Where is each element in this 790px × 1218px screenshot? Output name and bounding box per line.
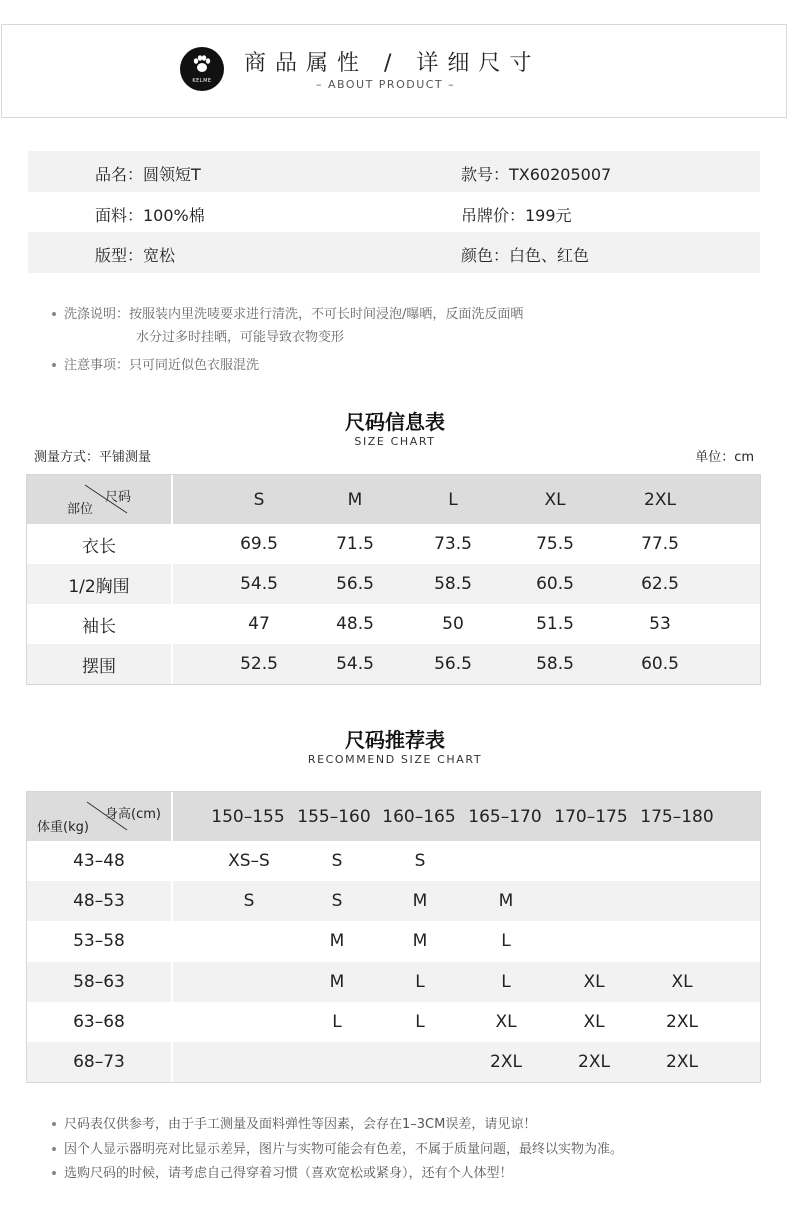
table-row (27, 1042, 760, 1082)
table-cell (642, 841, 722, 881)
table-cell: XL (583, 971, 605, 992)
table-cell: M (329, 971, 345, 992)
column-header: S (253, 489, 265, 510)
row-label: 衣长 (82, 536, 116, 557)
row-label: 63–68 (73, 1011, 125, 1032)
table-cell (554, 921, 634, 961)
brand-logo (180, 47, 224, 91)
column-header: 2XL (644, 489, 676, 510)
bullet-icon (52, 312, 56, 316)
logo-text: KELME (192, 78, 212, 84)
size-chart-title: 尺码信息表 (345, 410, 445, 434)
table-cell (209, 962, 289, 1002)
column-header: 175–180 (640, 806, 714, 827)
table-row (27, 644, 760, 684)
paw-icon (192, 55, 212, 73)
table-cell: 56.5 (336, 574, 374, 594)
attribute-row (28, 192, 760, 233)
attribute-row (28, 151, 760, 192)
corner-header (27, 792, 171, 841)
table-cell: L (501, 971, 511, 992)
caution-note: 注意事项：只可同近似色衣服混洗 (64, 358, 260, 373)
row-label: 58–63 (73, 971, 125, 992)
table-row (27, 524, 760, 564)
table-cell: 77.5 (641, 534, 679, 554)
footnote-item: 选购尺码的时候，请考虑自己得穿着习惯（喜欢宽松或紧身），还有个人体型！ (64, 1166, 513, 1181)
column-header: 150–155 (211, 806, 285, 827)
row-label: 53–58 (73, 931, 125, 952)
attribute-color: 颜色：白色、红色 (461, 246, 590, 265)
corner-label-size: 尺码 (105, 490, 132, 505)
corner-label-weight: 体重(kg) (37, 820, 89, 835)
attribute-price: 吊牌价：199元 (461, 205, 572, 225)
table-cell: 60.5 (536, 574, 574, 594)
table-cell: 2XL (490, 1052, 522, 1073)
product-attributes (28, 151, 760, 273)
table-header-row (27, 792, 760, 841)
table-cell: 52.5 (240, 654, 278, 674)
table-cell (209, 921, 289, 961)
table-row (27, 881, 760, 921)
corner-label-height: 身高(cm) (105, 807, 161, 822)
table-cell: 75.5 (536, 534, 574, 554)
table-row (27, 1002, 760, 1042)
bullet-icon (52, 1122, 56, 1126)
attribute-name: 品名：圆领短T (95, 165, 201, 184)
table-cell (554, 881, 634, 921)
column-header: XL (544, 489, 566, 510)
corner-label-part: 部位 (67, 502, 94, 517)
page-title: 商品属性 / 详细尺寸 (244, 51, 541, 76)
table-cell: 54.5 (336, 654, 374, 674)
header-banner (1, 24, 787, 118)
bullet-icon (52, 1147, 56, 1151)
row-label: 48–53 (73, 891, 125, 912)
table-cell: XL (495, 1011, 517, 1032)
table-cell: XL (583, 1011, 605, 1032)
table-cell: L (501, 931, 511, 952)
table-row (27, 604, 760, 644)
attribute-fit: 版型：宽松 (95, 246, 176, 265)
column-header: 170–175 (554, 806, 628, 827)
table-cell: 54.5 (240, 574, 278, 594)
bullet-icon (52, 363, 56, 367)
row-label: 袖长 (82, 616, 116, 637)
attribute-row (28, 232, 760, 273)
column-header: M (347, 489, 363, 510)
table-cell: 2XL (666, 1052, 698, 1073)
wash-instructions: 洗涤说明：按服装内里洗唛要求进行清洗，不可长时间浸泡/曝晒，反面洗反面晒 (64, 307, 524, 322)
row-label: 摆围 (82, 656, 116, 677)
attribute-style-number: 款号：TX60205007 (461, 165, 612, 184)
recommend-chart-title: 尺码推荐表 (345, 728, 445, 752)
table-cell: M (329, 931, 345, 952)
footnote-item: 尺码表仅供参考，由于手工测量及面料弹性等因素，会存在1–3CM误差，请见谅！ (64, 1117, 537, 1132)
table-cell (209, 1042, 289, 1082)
recommend-chart-subtitle: RECOMMEND SIZE CHART (307, 753, 483, 766)
table-row (27, 841, 760, 881)
measure-method: 测量方式：平铺测量 (34, 450, 152, 465)
table-cell: 53 (649, 614, 671, 634)
table-cell: 50 (442, 614, 464, 634)
table-cell: 73.5 (434, 534, 472, 554)
size-chart-subtitle: SIZE CHART (354, 435, 436, 448)
wash-instructions-cont: 水分过多时挂晒，可能导致衣物变形 (136, 330, 345, 345)
table-cell (209, 1002, 289, 1042)
table-cell: 47 (248, 614, 270, 634)
table-cell: L (332, 1011, 342, 1032)
size-chart-table (26, 474, 761, 685)
table-cell: S (243, 891, 255, 912)
table-header-row (27, 475, 760, 524)
table-cell: 69.5 (240, 534, 278, 554)
row-label: 43–48 (73, 851, 125, 872)
table-row (27, 921, 760, 961)
attribute-fabric: 面料：100%棉 (95, 205, 205, 225)
table-cell: 51.5 (536, 614, 574, 634)
table-cell (380, 1042, 460, 1082)
row-label: 1/2胸围 (68, 576, 130, 597)
table-cell: 58.5 (536, 654, 574, 674)
table-cell: L (415, 971, 425, 992)
table-row (27, 564, 760, 604)
table-cell: S (331, 851, 343, 872)
column-header: 165–170 (468, 806, 542, 827)
table-cell: S (331, 891, 343, 912)
table-cell: 58.5 (434, 574, 472, 594)
table-row (27, 962, 760, 1002)
table-cell: L (415, 1011, 425, 1032)
table-cell: 56.5 (434, 654, 472, 674)
table-cell: M (412, 931, 428, 952)
column-header: 155–160 (297, 806, 371, 827)
table-cell (642, 881, 722, 921)
column-header: 160–165 (382, 806, 456, 827)
column-header: L (448, 489, 458, 510)
footnote-item: 因个人显示器明亮对比显示差异，图片与实物可能会有色差，不属于质量问题，最终以实物为准。 (64, 1142, 624, 1157)
recommend-chart-table (26, 791, 761, 1083)
table-cell: XS–S (228, 851, 270, 872)
table-cell: 60.5 (641, 654, 679, 674)
table-cell: S (414, 851, 426, 872)
table-cell: XL (671, 971, 693, 992)
measure-unit: 单位：cm (695, 450, 754, 465)
table-cell: M (412, 891, 428, 912)
table-cell (642, 921, 722, 961)
table-cell (297, 1042, 377, 1082)
table-cell: 71.5 (336, 534, 374, 554)
bullet-icon (52, 1171, 56, 1175)
table-cell: 2XL (666, 1011, 698, 1032)
table-cell: 48.5 (336, 614, 374, 634)
table-cell: M (498, 891, 514, 912)
table-cell (554, 841, 634, 881)
page-subtitle: – ABOUT PRODUCT – (316, 78, 456, 91)
corner-header (27, 475, 171, 524)
table-cell: 2XL (578, 1052, 610, 1073)
table-cell: 62.5 (641, 574, 679, 594)
table-cell (466, 841, 546, 881)
row-label: 68–73 (73, 1052, 125, 1073)
